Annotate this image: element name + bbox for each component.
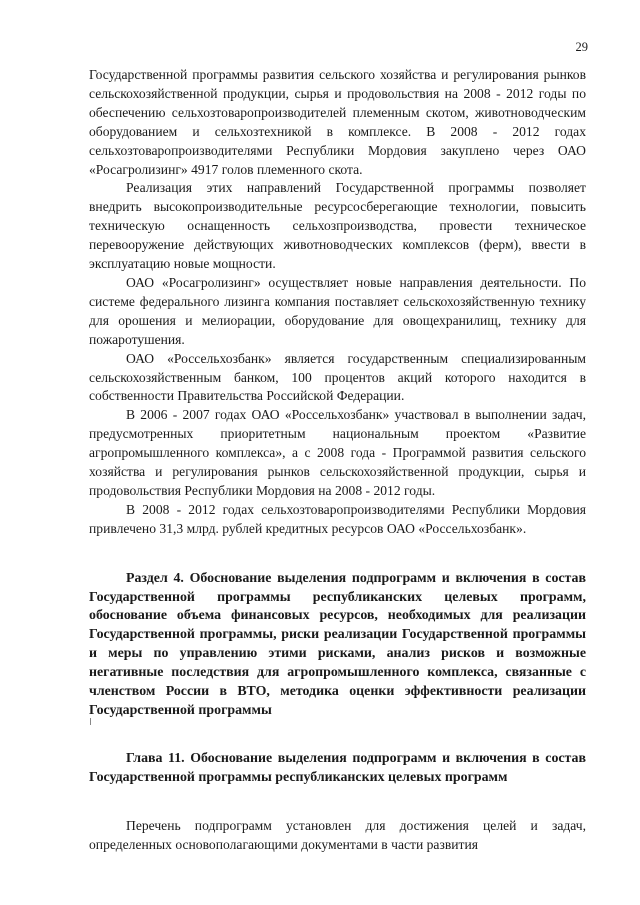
chapter-spacer [89, 721, 586, 750]
chapter-heading: Глава 11. Обоснование выделения подпрограмм и включения в состав Государственной программы республиканских целевых программ [89, 750, 586, 785]
paragraph-1: Государственной программы развития сельского хозяйства и регулирования рынков сельскохозяйственной продукции, сырья и продовольствия на 2008 - 2012 годы по обеспечению сельхозтоваропроизводителей племенным скотом, животноводческим оборудованием и сельхозтехникой в комплексе. В 2008 - 2012 годах сельхозтоваропроизводителями Республики Мордовия закуплено через ОАО «Росагролизинг» 4917 голов племенного скота. [89, 67, 586, 177]
paragraph-spacer [89, 788, 586, 817]
paragraph-2: Реализация этих направлений Государственной программы позволяет внедрить высокопроизводительные ресурсосберегающие технологии, повысить техническую оснащенность сельхозпроизводства, провести техническое перевооружение действующих животноводческих комплексов (ферм), ввести в эксплуатацию новые мощности. [89, 180, 586, 272]
paragraph-7: Перечень подпрограмм установлен для достижения целей и задач, определенных основополагающими документами в части развития [89, 817, 586, 852]
margin-mark [90, 718, 91, 725]
section-heading: Раздел 4. Обоснование выделения подпрограмм и включения в состав Государственной программы республиканских целевых программ, обоснование объема финансовых ресурсов, необходимых для реализации Государственной программы, риски реализации Государственной программы и меры по управлению этими рисками, анализ рисков и возможные негативные последствия для агропромышленного комплекса, связанные с членством России в ВТО, методика оценки эффективности реализации Государственной программы [89, 570, 586, 718]
document-body [89, 66, 586, 855]
paragraph-5: В 2006 - 2007 годах ОАО «Россельхозбанк» участвовал в выполнении задач, предусмотренных приоритетным национальным проектом «Развитие агропромышленного комплекса», а с 2008 года - Программой развития сельского хозяйства и регулирования рынков сельскохозяйственной продукции, сырья и продовольствия Республики Мордовия на 2008 - 2012 годы. [89, 407, 586, 498]
paragraph-3: ОАО «Росагролизинг» осуществляет новые направления деятельности. По системе федерального лизинга компания поставляет сельскохозяйственную технику для орошения и мелиорации, оборудование для овощехранилищ, технику для пожаротушения. [89, 274, 586, 347]
page-number: 29 [575, 40, 588, 54]
paragraph-4: ОАО «Россельхозбанк» является государственным специализированным сельскохозяйственным банком, 100 процентов акций которого находится в собственности Правительства Российской Федерации. [89, 350, 586, 404]
paragraph-6: В 2008 - 2012 годах сельхозтоваропроизводителями Республики Мордовия привлечено 31,3 млрд. рублей кредитных ресурсов ОАО «Россельхозбанк». [89, 501, 586, 536]
section-spacer [89, 539, 586, 570]
